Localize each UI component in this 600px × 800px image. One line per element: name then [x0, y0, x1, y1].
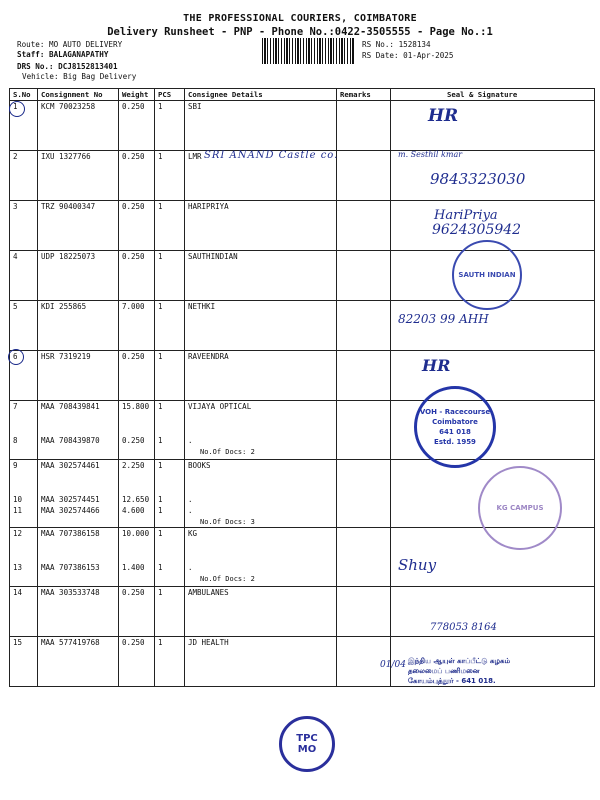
cell-pcs-value: 1: [158, 588, 163, 597]
cell-pcs: [155, 251, 185, 301]
row4-seal-stamp: [452, 240, 522, 310]
table-row: [10, 435, 595, 460]
cell-pcs: [155, 101, 185, 151]
cell-remarks: [337, 587, 391, 637]
row2-handwritten-phone: 9843323030: [430, 170, 526, 188]
cell-pcs-value: 1: [158, 494, 163, 504]
company-title: THE PROFESSIONAL COURIERS, COIMBATORE: [183, 13, 417, 24]
cell-consignee: [185, 401, 337, 435]
cell-sno-value: 12: [13, 529, 23, 538]
cell-cons: [38, 351, 119, 401]
cell-sno: [10, 251, 38, 301]
cell-cons-value: MAA 708439870: [41, 435, 100, 445]
cell-weight-value: 2.250: [122, 461, 145, 470]
cell-pcs-value: 1: [158, 402, 163, 411]
cell-pcs-value: 1: [158, 562, 163, 572]
cell-remarks: [337, 562, 391, 587]
cell-sno-value: 15: [13, 638, 23, 647]
column-header: Consignee Details: [185, 89, 337, 101]
cell-pcs: [155, 587, 185, 637]
cell-pcs: [155, 528, 185, 562]
vehicle-label: Vehicle: Big Bag Delivery: [22, 72, 137, 81]
row5-handwritten-phone: 82203 99 AHH: [398, 312, 489, 326]
cell-remarks: [337, 251, 391, 301]
cell-consignee-value: JD HEALTH: [188, 638, 229, 647]
cell-pcs-value: 1: [158, 352, 163, 361]
cell-pcs-value: 1: [158, 102, 163, 111]
cell-cons-value: HSR 7319219: [41, 352, 91, 361]
cell-cons-value: MAA 707386158: [41, 529, 100, 538]
cell-remarks: [337, 494, 391, 505]
cell-pcs: [155, 435, 185, 460]
cell-pcs: [155, 505, 185, 528]
cell-consignee: [185, 351, 337, 401]
cell-sno-value: 3: [13, 202, 18, 211]
cell-consignee: [185, 494, 337, 505]
cell-sno-value: 6: [13, 352, 18, 361]
cell-pcs-value: 1: [158, 638, 163, 647]
cell-pcs-value: 1: [158, 202, 163, 211]
table-row: [10, 587, 595, 637]
table-row: [10, 351, 595, 401]
cell-weight: [119, 528, 155, 562]
column-header: PCS: [155, 89, 185, 101]
cell-cons: [38, 587, 119, 637]
route-label: Route: MO AUTO DELIVERY: [17, 40, 123, 49]
row15-stamp-line-3: கோயம்புத்தூர் - 641 018.: [408, 677, 496, 685]
cell-cons: [38, 401, 119, 435]
cell-sno-value: 13: [13, 562, 23, 572]
cell-weight: [119, 101, 155, 151]
cell-weight-value: 12.650: [122, 494, 150, 504]
cell-cons: [38, 494, 119, 505]
cell-consignee-value: .: [188, 562, 193, 572]
cell-weight-value: 0.250: [122, 102, 145, 111]
cell-consignee-value: BOOKS: [188, 461, 211, 470]
tpc-stamp-text: TPC: [296, 733, 318, 744]
cell-cons-value: TRZ 90400347: [41, 202, 96, 211]
cell-cons-value: MAA 302574451: [41, 494, 100, 504]
cell-weight: [119, 637, 155, 687]
cell-sno: [10, 505, 38, 528]
row14-handwritten-phone: 778053 8164: [430, 622, 497, 633]
docs-count: No.Of Docs: 2: [200, 574, 255, 583]
tpc-office-stamp: [279, 716, 335, 772]
cell-consignee: [185, 637, 337, 687]
runsheet-title: Delivery Runsheet - PNP - Phone No.:0422-3505555 - Page No.:1: [107, 26, 493, 38]
cell-consignee-value: RAVEENDRA: [188, 352, 229, 361]
cell-weight: [119, 435, 155, 460]
cell-consignee: [185, 587, 337, 637]
cell-remarks: [337, 401, 391, 435]
row2-handwritten-consignee: SRI ANAND Castle co.: [204, 150, 339, 161]
table-header: [10, 89, 595, 101]
cell-cons-value: UDP 18225073: [41, 252, 96, 261]
cell-consignee: [185, 562, 337, 587]
cell-weight-value: 0.250: [122, 435, 145, 445]
cell-cons: [38, 301, 119, 351]
column-header: Seal & Signature: [391, 89, 595, 101]
docs-count: No.Of Docs: 2: [200, 447, 255, 456]
cell-weight: [119, 201, 155, 251]
cell-remarks: [337, 505, 391, 528]
cell-pcs: [155, 151, 185, 201]
cell-cons-value: KCM 70023258: [41, 102, 96, 111]
cell-sno-value: 10: [13, 494, 23, 504]
cell-pcs-value: 1: [158, 152, 163, 161]
cell-weight-value: 4.600: [122, 505, 145, 515]
cell-consignee-value: HARIPRIYA: [188, 202, 229, 211]
cell-weight: [119, 151, 155, 201]
row12-signature: Shuy: [398, 556, 437, 574]
table-row: [10, 562, 595, 587]
cell-remarks: [337, 460, 391, 494]
row15-tamil-stamp: [408, 656, 588, 686]
cell-cons: [38, 528, 119, 562]
cell-consignee: [185, 505, 337, 528]
cell-sno-value: 1: [13, 102, 18, 111]
cell-cons-value: MAA 302574466: [41, 505, 100, 515]
cell-remarks: [337, 151, 391, 201]
cell-cons: [38, 460, 119, 494]
cell-weight: [119, 401, 155, 435]
cell-consignee-value: VIJAYA OPTICAL: [188, 402, 252, 411]
cell-consignee: [185, 101, 337, 151]
row7-seal-city: Coimbatore: [432, 418, 478, 426]
row6-signature: HR: [422, 356, 451, 375]
docs-count: No.Of Docs: 3: [200, 517, 255, 526]
row1-signature: HR: [428, 106, 459, 126]
row4-seal-text: SAUTH INDIAN: [458, 271, 516, 279]
cell-sno: [10, 562, 38, 587]
cell-cons: [38, 562, 119, 587]
cell-cons-value: MAA 302574461: [41, 461, 100, 470]
cell-weight: [119, 251, 155, 301]
cell-cons-value: MAA 708439841: [41, 402, 100, 411]
cell-cons-value: MAA 707386153: [41, 562, 100, 572]
cell-consignee-value: NETHKI: [188, 302, 216, 311]
cell-weight-value: 0.250: [122, 152, 145, 161]
column-header: Consignment No: [38, 89, 119, 101]
rs-date: RS Date: 01-Apr-2025: [362, 51, 454, 60]
cell-cons: [38, 435, 119, 460]
row2-handwritten-name: m. Sesthil kmar: [398, 150, 463, 159]
cell-weight-value: 1.400: [122, 562, 145, 572]
cell-remarks: [337, 435, 391, 460]
cell-sno-value: 8: [13, 435, 18, 445]
cell-weight-value: 0.250: [122, 252, 145, 261]
table-row: [10, 301, 595, 351]
cell-weight: [119, 460, 155, 494]
cell-weight: [119, 562, 155, 587]
row7-seal-estd: Estd. 1959: [434, 438, 476, 446]
cell-remarks: [337, 351, 391, 401]
row1-circle-mark: [9, 101, 25, 117]
cell-pcs-value: 1: [158, 529, 163, 538]
cell-seal: [391, 101, 595, 151]
cell-pcs: [155, 401, 185, 435]
cell-pcs: [155, 494, 185, 505]
cell-consignee-value: KG: [188, 529, 198, 538]
column-header: Weight: [119, 89, 155, 101]
cell-consignee-value: .: [188, 494, 193, 504]
cell-pcs-value: 1: [158, 302, 163, 311]
cell-weight: [119, 587, 155, 637]
rs-number: RS No.: 1528134: [362, 40, 431, 49]
cell-consignee: [185, 528, 337, 562]
drs-label: DRS No.: DCJ8152813401: [17, 62, 118, 71]
cell-remarks: [337, 528, 391, 562]
table-row: [10, 101, 595, 151]
column-header: S.No: [10, 89, 38, 101]
cell-consignee: [185, 435, 337, 460]
column-header: Remarks: [337, 89, 391, 101]
row15-handwritten-date: 01/04: [380, 660, 406, 670]
cell-sno: [10, 401, 38, 435]
cell-pcs: [155, 562, 185, 587]
cell-weight: [119, 301, 155, 351]
row3-handwritten-phone: 9624305942: [432, 222, 522, 238]
cell-pcs: [155, 201, 185, 251]
cell-sno-value: 2: [13, 152, 18, 161]
cell-weight: [119, 505, 155, 528]
cell-consignee-value: .: [188, 505, 193, 515]
cell-consignee: [185, 301, 337, 351]
cell-sno-value: 14: [13, 588, 23, 597]
cell-sno: [10, 528, 38, 562]
cell-cons: [38, 251, 119, 301]
cell-weight-value: 0.250: [122, 638, 145, 647]
cell-sno-value: 11: [13, 505, 23, 515]
cell-cons: [38, 151, 119, 201]
cell-weight-value: 10.000: [122, 529, 150, 538]
row9-seal-text: KG CAMPUS: [496, 504, 544, 512]
cell-cons: [38, 101, 119, 151]
cell-sno-value: 5: [13, 302, 18, 311]
row15-stamp-line-1: இந்திய ஆயுள் காப்பீட்டு கழகம்: [408, 657, 511, 665]
cell-consignee-value: SBI: [188, 102, 202, 111]
cell-weight-value: 0.250: [122, 588, 145, 597]
cell-pcs-value: 1: [158, 252, 163, 261]
cell-weight: [119, 351, 155, 401]
cell-pcs-value: 1: [158, 505, 163, 515]
cell-cons-value: MAA 577419768: [41, 638, 100, 647]
table-row: [10, 401, 595, 435]
cell-cons: [38, 505, 119, 528]
cell-cons: [38, 201, 119, 251]
cell-remarks: [337, 301, 391, 351]
cell-pcs-value: 1: [158, 461, 163, 470]
cell-pcs: [155, 351, 185, 401]
cell-weight-value: 7.000: [122, 302, 145, 311]
cell-sno: [10, 637, 38, 687]
cell-cons-value: IXU 1327766: [41, 152, 91, 161]
row7-seal-pin: 641 018: [439, 428, 471, 436]
cell-sno: [10, 587, 38, 637]
cell-cons: [38, 637, 119, 687]
cell-sno-value: 9: [13, 461, 18, 470]
cell-consignee-value: LMR: [188, 152, 202, 161]
cell-consignee: [185, 251, 337, 301]
cell-pcs-value: 1: [158, 435, 163, 445]
cell-pcs: [155, 460, 185, 494]
staff-label: Staff: BALAGANAPATHY: [17, 50, 109, 59]
cell-weight-value: 0.250: [122, 202, 145, 211]
cell-cons-value: KDI 255865: [41, 302, 87, 311]
cell-consignee-value: AMBULANES: [188, 588, 229, 597]
cell-sno-value: 4: [13, 252, 18, 261]
cell-sno: [10, 494, 38, 505]
cell-weight-value: 0.250: [122, 352, 145, 361]
row7-seal-stamp: [414, 386, 496, 468]
row7-seal-name: VOH - Racecourse: [419, 408, 491, 416]
cell-consignee-value: SAUTHINDIAN: [188, 252, 238, 261]
cell-weight: [119, 494, 155, 505]
cell-sno: [10, 151, 38, 201]
cell-sno: [10, 201, 38, 251]
row15-stamp-line-2: தலைமைப் பணிமனை: [408, 667, 480, 675]
cell-remarks: [337, 101, 391, 151]
row9-seal-stamp: [478, 466, 562, 550]
row6-circle-mark: [8, 349, 24, 365]
cell-cons-value: MAA 303533748: [41, 588, 100, 597]
cell-consignee: [185, 460, 337, 494]
cell-sno-value: 7: [13, 402, 18, 411]
cell-remarks: [337, 201, 391, 251]
cell-consignee-value: .: [188, 435, 193, 445]
cell-sno: [10, 435, 38, 460]
cell-sno: [10, 460, 38, 494]
cell-sno: [10, 301, 38, 351]
cell-consignee: [185, 201, 337, 251]
cell-pcs: [155, 637, 185, 687]
tpc-stamp-subtext: MO: [297, 744, 317, 755]
row3-handwritten-name: HariPriya: [434, 208, 498, 223]
barcode: [262, 38, 354, 64]
cell-pcs: [155, 301, 185, 351]
cell-weight-value: 15.800: [122, 402, 150, 411]
